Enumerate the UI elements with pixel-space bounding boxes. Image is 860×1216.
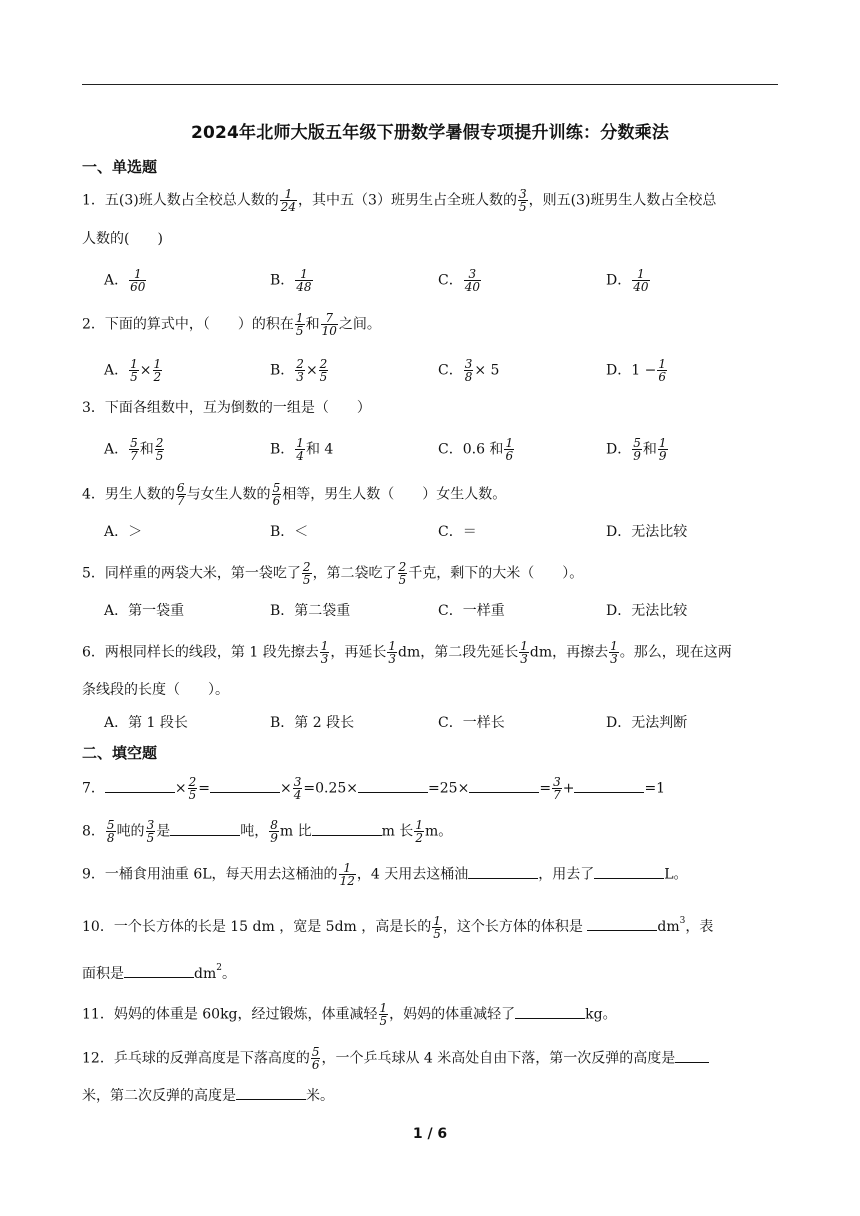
section-heading-single-choice: 一、单选题	[82, 158, 158, 176]
q4-option-a[interactable]: A．＞	[104, 524, 143, 540]
page-number: 1 / 6	[412, 1126, 448, 1142]
question-1: 1．五(3)班人数占全校总人数的 $\frac{1}{24}$ ，其中五（3）班男生占全班人数的 $\frac{3}{5}$ ，则五(3)班男生人数占全校总	[82, 187, 717, 214]
q5-option-b[interactable]: B．第二袋重	[270, 603, 351, 619]
answer-blank[interactable]	[312, 821, 382, 836]
q3-option-c[interactable]: C．0.6 和 $\frac{1}{6}$	[438, 436, 514, 463]
question-10: 10．一个长方体的长是 15 dm ，宽是 5dm ，高是长的 $\frac{1}{5}$ ，这个长方体的体积是 $dm^3$，表	[82, 913, 714, 941]
q1-option-c[interactable]: C． $\frac{3}{40}$	[438, 267, 480, 294]
answer-blank[interactable]	[594, 864, 664, 879]
answer-blank[interactable]	[587, 916, 657, 931]
q3-option-d[interactable]: D． $\frac{5}{9}$ 和 $\frac{1}{9}$	[606, 436, 667, 463]
q1-option-d[interactable]: D． $\frac{1}{40}$	[606, 267, 649, 294]
q6-option-b[interactable]: B．第 2 段长	[270, 715, 355, 731]
q5-option-d[interactable]: D．无法比较	[606, 603, 688, 619]
header-rule	[82, 84, 778, 85]
question-7: 7． × $\frac{2}{5}$ = × $\frac{3}{4}$ =0.25× =25× = $\frac{3}{7}$ + =1	[82, 775, 666, 802]
answer-blank[interactable]	[469, 778, 539, 793]
fraction: $\frac{1}{24}$	[280, 187, 297, 214]
q2-option-b[interactable]: B． $\frac{2}{3}$ × $\frac{2}{5}$	[270, 357, 328, 384]
question-6-cont: 条线段的长度（ ）。	[82, 682, 229, 698]
question-6: 6．两根同样长的线段，第 1 段先擦去 $\frac{1}{3}$ ，再延长 $\frac{1}{3}$ dm，第二段先延长 $\frac{1}{3}$ dm，再擦去 $\frac{1}{3}$ 。那么，现在这两	[82, 639, 732, 666]
q4-option-c[interactable]: C．＝	[438, 524, 477, 540]
section-heading-fill-blank: 二、填空题	[82, 744, 158, 762]
question-9: 9．一桶食用油重 6L，每天用去这桶油的 $\frac{1}{12}$ ，4 天用去这桶油 ，用去了 L。	[82, 861, 688, 888]
question-11: 11．妈妈的体重是 60kg，经过锻炼，体重减轻 $\frac{1}{5}$ ，妈妈的体重减轻了 kg。	[82, 1001, 617, 1028]
answer-blank[interactable]	[515, 1004, 585, 1019]
question-3: 3．下面各组数中，互为倒数的一组是（ ）	[82, 400, 371, 416]
question-5: 5．同样重的两袋大米，第一袋吃了 $\frac{2}{5}$ ，第二袋吃了 $\frac{2}{5}$ 千克，剩下的大米（ ）。	[82, 560, 584, 587]
question-10-cont: 面积是 $dm^2$。	[82, 963, 236, 982]
answer-blank[interactable]	[105, 778, 175, 793]
answer-blank[interactable]	[675, 1048, 709, 1063]
q2-option-d[interactable]: D．1 − $\frac{1}{6}$	[606, 357, 666, 384]
q3-option-b[interactable]: B． $\frac{1}{4}$ 和 4	[270, 436, 334, 463]
fraction: $\frac{3}{5}$	[518, 187, 527, 214]
question-2: 2．下面的算式中，（ ）的积在 $\frac{1}{5}$ 和 $\frac{7}{10}$ 之间。	[82, 311, 381, 338]
answer-blank[interactable]	[124, 963, 194, 978]
q4-option-d[interactable]: D．无法比较	[606, 524, 688, 540]
q4-option-b[interactable]: B．＜	[270, 524, 309, 540]
question-12: 12．乒乓球的反弹高度是下落高度的 $\frac{5}{6}$ ，一个乒乓球从 4 米高处自由下落，第一次反弹的高度是	[82, 1046, 709, 1071]
answer-blank[interactable]	[574, 778, 644, 793]
answer-blank[interactable]	[358, 778, 428, 793]
question-1-cont: 人数的( )	[82, 231, 163, 247]
q6-option-a[interactable]: A．第 1 段长	[104, 715, 188, 731]
q5-option-c[interactable]: C．一样重	[438, 603, 505, 619]
question-8: 8． $\frac{5}{8}$ 吨的 $\frac{3}{5}$ 是 吨， $\frac{8}{9}$ m 比 m 长 $\frac{1}{2}$ m。	[82, 818, 453, 845]
page-title: 2024年北师大版五年级下册数学暑假专项提升训练：分数乘法	[190, 123, 670, 143]
answer-blank[interactable]	[170, 821, 240, 836]
q6-option-d[interactable]: D．无法判断	[606, 715, 688, 731]
question-4: 4．男生人数的 $\frac{6}{7}$ 与女生人数的 $\frac{5}{6}$ 相等，男生人数（ ）女生人数。	[82, 481, 507, 508]
q1-option-b[interactable]: B． $\frac{1}{48}$	[270, 267, 312, 294]
answer-blank[interactable]	[236, 1085, 306, 1100]
q1-option-a[interactable]: A． $\frac{1}{60}$	[104, 267, 146, 294]
question-12-cont: 米，第二次反弹的高度是 米。	[82, 1085, 334, 1106]
q5-option-a[interactable]: A．第一袋重	[104, 603, 185, 619]
q2-option-a[interactable]: A． $\frac{1}{5}$ × $\frac{1}{2}$	[104, 357, 162, 384]
q6-option-c[interactable]: C．一样长	[438, 715, 505, 731]
q2-option-c[interactable]: C． $\frac{3}{8}$ × 5	[438, 357, 500, 384]
answer-blank[interactable]	[210, 778, 280, 793]
answer-blank[interactable]	[468, 864, 538, 879]
q3-option-a[interactable]: A． $\frac{5}{7}$ 和 $\frac{2}{5}$	[104, 436, 164, 463]
